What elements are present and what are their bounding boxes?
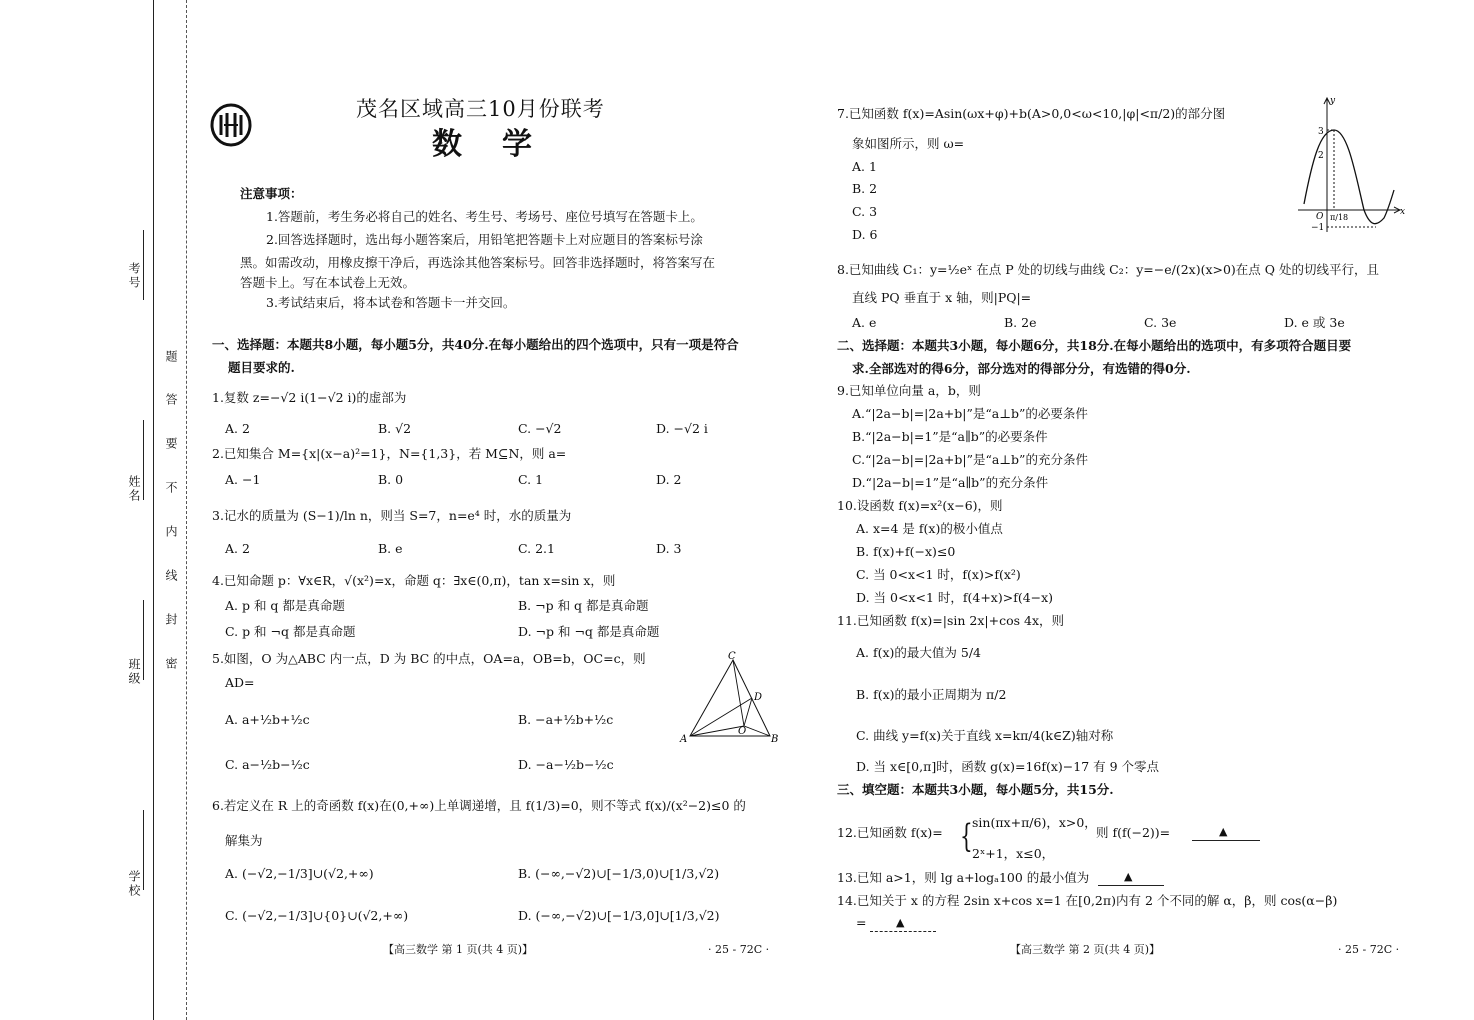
section-2-heading: 二、选择题：本题共3小题，每小题6分，共18分.在每小题给出的选项中，有多项符合题目要 bbox=[837, 338, 1352, 353]
q5-label-d: D bbox=[754, 692, 763, 703]
name-label: 姓名 bbox=[127, 475, 141, 503]
footer-page-2: 【高三数学 第 2 页(共 4 页)】 bbox=[1010, 943, 1161, 956]
q8-option-c: C. 3e bbox=[1144, 315, 1177, 330]
q3-option-d: D. 3 bbox=[656, 541, 682, 556]
q6-option-d: D. (−∞,−√2)∪[−1/3,0]∪[1/3,√2) bbox=[518, 908, 720, 923]
q10-option-c: C. 当 0<x<1 时，f(x)>f(x²) bbox=[856, 567, 1021, 582]
q9-option-d: D.“|2a−b|=1”是“a∥b”的充分条件 bbox=[852, 475, 1049, 490]
q11-option-d: D. 当 x∈[0,π]时，函数 g(x)=16f(x)−17 有 9 个零点 bbox=[856, 759, 1160, 774]
q11-option-c: C. 曲线 y=f(x)关于直线 x=kπ/4(k∈Z)轴对称 bbox=[856, 728, 1114, 743]
q4-stem: 4.已知命题 p：∀x∈R，√(x²)=x，命题 q：∃x∈(0,π)，tan x=sin x，则 bbox=[212, 573, 616, 588]
q8-option-d: D. e 或 3e bbox=[1284, 315, 1345, 330]
q12-answer-mark: ▲ bbox=[1219, 825, 1228, 838]
q10-option-d: D. 当 0<x<1 时，f(4+x)>f(4−x) bbox=[856, 590, 1054, 605]
seal-text-2: 答 bbox=[164, 393, 178, 407]
seal-text-5: 内 bbox=[164, 525, 178, 539]
q4-option-b: B. ¬p 和 q 都是真命题 bbox=[518, 598, 649, 613]
q6-option-a: A. (−√2,−1/3]∪(√2,+∞) bbox=[225, 866, 374, 881]
q7-origin-label: O bbox=[1316, 212, 1324, 222]
notice-line: 3.考试结束后，将本试卷和答题卡一并交回。 bbox=[266, 295, 516, 310]
q5-label-c: C bbox=[728, 651, 736, 662]
strip-line-left bbox=[153, 0, 154, 1020]
q2-option-d: D. 2 bbox=[656, 472, 682, 487]
class-label: 班级 bbox=[127, 658, 141, 686]
q7-x-label: x bbox=[1400, 207, 1406, 217]
q6-stem: 6.若定义在 R 上的奇函数 f(x)在(0,+∞)上单调递增，且 f(1/3)=0，则不等式 f(x)/(x²−2)≤0 的 bbox=[212, 798, 746, 813]
q5-option-c: C. a−½b−½c bbox=[225, 757, 310, 772]
notice-line: 答题卡上。写在本试卷上无效。 bbox=[240, 275, 416, 290]
section-1-heading-cont: 题目要求的. bbox=[228, 360, 295, 375]
q4-option-c: C. p 和 ¬q 都是真命题 bbox=[225, 624, 356, 639]
school-label: 学校 bbox=[127, 870, 141, 898]
q3-option-b: B. e bbox=[378, 541, 403, 556]
q5-option-a: A. a+½b+½c bbox=[225, 712, 310, 727]
q12-case-1: sin(πx+π/6)，x>0， bbox=[972, 815, 1097, 830]
q9-stem: 9.已知单位向量 a，b，则 bbox=[837, 383, 981, 398]
q3-stem: 3.记水的质量为 (S−1)/ln n，则当 S=7，n=e⁴ 时，水的质量为 bbox=[212, 508, 572, 523]
seal-text-8: 密 bbox=[164, 657, 178, 671]
q10-option-b: B. f(x)+f(−x)≤0 bbox=[856, 544, 956, 559]
q7-sine-graph bbox=[1290, 92, 1410, 237]
q8-stem: 8.已知曲线 C₁：y=½eˣ 在点 P 处的切线与曲线 C₂：y=−e/(2x)(x>0)在点 Q 处的切线平行，且 bbox=[837, 262, 1379, 277]
q7-option-c: C. 3 bbox=[852, 204, 878, 219]
footer-code-1: · 25 - 72C · bbox=[708, 943, 770, 956]
q13-stem: 13.已知 a>1，则 lg a+logₐ100 的最小值为 bbox=[837, 870, 1090, 885]
section-1-heading: 一、选择题：本题共8小题，每小题5分，共40分.在每小题给出的四个选项中，只有一项是符合 bbox=[212, 337, 739, 352]
q13-answer-blank[interactable] bbox=[1098, 885, 1164, 886]
section-3-heading: 三、填空题：本题共3小题，每小题5分，共15分. bbox=[837, 782, 1114, 797]
q6-stem-cont: 解集为 bbox=[225, 833, 263, 848]
q13-answer-mark: ▲ bbox=[1124, 870, 1133, 883]
q9-option-a: A.“|2a−b|=|2a+b|”是“a⊥b”的必要条件 bbox=[852, 406, 1088, 421]
section-2-heading-cont: 求.全部选对的得6分，部分选对的得部分分，有选错的得0分. bbox=[852, 361, 1191, 376]
q4-option-a: A. p 和 q 都是真命题 bbox=[225, 598, 345, 613]
q14-answer-mark: ▲ bbox=[896, 916, 905, 929]
q7-option-d: D. 6 bbox=[852, 227, 878, 242]
q9-option-b: B.“|2a−b|=1”是“a∥b”的必要条件 bbox=[852, 429, 1048, 444]
q7-option-a: A. 1 bbox=[852, 159, 877, 174]
seal-text-1: 题 bbox=[164, 350, 178, 364]
publisher-logo bbox=[210, 103, 252, 147]
exam-title: 茂名区域高三10月份联考 bbox=[356, 97, 605, 121]
q5-label-o: O bbox=[738, 726, 747, 737]
seal-text-7: 封 bbox=[164, 613, 178, 627]
exam-number-label: 考号 bbox=[127, 262, 141, 290]
q5-option-b: B. −a+½b+½c bbox=[518, 712, 614, 727]
q5-triangle-figure bbox=[678, 650, 788, 750]
q11-stem: 11.已知函数 f(x)=|sin 2x|+cos 4x，则 bbox=[837, 613, 1065, 628]
q5-stem-cont: AD= bbox=[225, 675, 255, 690]
q1-option-d: D. −√2 i bbox=[656, 421, 708, 436]
q4-option-d: D. ¬p 和 ¬q 都是真命题 bbox=[518, 624, 660, 639]
q2-option-b: B. 0 bbox=[378, 472, 404, 487]
q7-tick-3: 3 bbox=[1318, 127, 1324, 137]
q8-option-b: B. 2e bbox=[1004, 315, 1037, 330]
subject-title: 数学 bbox=[432, 127, 572, 162]
q10-stem: 10.设函数 f(x)=x²(x−6)，则 bbox=[837, 498, 1003, 513]
seal-line bbox=[186, 0, 187, 1020]
footer-code-2: · 25 - 72C · bbox=[1338, 943, 1400, 956]
q6-option-b: B. (−∞,−√2)∪[−1/3,0)∪[1/3,√2) bbox=[518, 866, 720, 881]
q5-label-a: A bbox=[680, 734, 688, 745]
q8-stem-cont: 直线 PQ 垂直于 x 轴，则|PQ|= bbox=[852, 290, 1032, 305]
q11-option-b: B. f(x)的最小正周期为 π/2 bbox=[856, 687, 1007, 702]
q2-option-c: C. 1 bbox=[518, 472, 544, 487]
q1-stem: 1.复数 z=−√2 i(1−√2 i)的虚部为 bbox=[212, 390, 407, 405]
q5-label-b: B bbox=[771, 734, 779, 745]
q10-option-a: A. x=4 是 f(x)的极小值点 bbox=[856, 521, 1003, 536]
q12-lead: 12.已知函数 f(x)= bbox=[837, 825, 943, 840]
notice-title: 注意事项： bbox=[240, 186, 303, 201]
q12-case-2: 2ˣ+1，x≤0， bbox=[972, 846, 1055, 861]
q14-stem: 14.已知关于 x 的方程 2sin x+cos x=1 在[0,2π)内有 2 个不同的解 α，β，则 cos(α−β) bbox=[837, 893, 1338, 908]
q14-stem-cont: = bbox=[856, 915, 867, 930]
seal-text-4: 不 bbox=[164, 481, 178, 495]
q6-option-c: C. (−√2,−1/3]∪{0}∪(√2,+∞) bbox=[225, 908, 409, 923]
school-underline bbox=[143, 810, 144, 890]
q2-option-a: A. −1 bbox=[225, 472, 261, 487]
footer-page-1: 【高三数学 第 1 页(共 4 页)】 bbox=[383, 943, 534, 956]
q3-option-c: C. 2.1 bbox=[518, 541, 555, 556]
q14-answer-blank[interactable] bbox=[870, 931, 936, 932]
q12-tail: 则 f(f(−2))= bbox=[1096, 825, 1171, 840]
q7-stem: 7.已知函数 f(x)=Asin(ωx+φ)+b(A>0,0<ω<10,|φ|<π/2)的部分图 bbox=[837, 106, 1226, 121]
q12-answer-blank[interactable] bbox=[1192, 840, 1260, 841]
q7-y-label: y bbox=[1330, 96, 1336, 106]
q12-brace: { bbox=[960, 816, 973, 856]
exam-number-underline bbox=[143, 230, 144, 300]
name-underline bbox=[143, 420, 144, 500]
q5-option-d: D. −a−½b−½c bbox=[518, 757, 614, 772]
q9-option-c: C.“|2a−b|=|2a+b|”是“a⊥b”的充分条件 bbox=[852, 452, 1088, 467]
notice-line: 黑。如需改动，用橡皮擦干净后，再选涂其他答案标号。回答非选择题时，将答案写在 bbox=[240, 255, 716, 270]
q1-option-b: B. √2 bbox=[378, 421, 412, 436]
notice-line: 2.回答选择题时，选出每小题答案后，用铅笔把答题卡上对应题目的答案标号涂 bbox=[266, 232, 703, 247]
q7-stem-cont: 象如图所示，则 ω= bbox=[852, 136, 965, 151]
q1-option-a: A. 2 bbox=[225, 421, 250, 436]
q7-tick-minus-1: −1 bbox=[1311, 223, 1325, 233]
seal-text-6: 线 bbox=[164, 569, 178, 583]
q2-stem: 2.已知集合 M={x|(x−a)²=1}，N={1,3}，若 M⊆N，则 a= bbox=[212, 446, 567, 461]
q7-xtick: π/18 bbox=[1330, 213, 1349, 222]
q1-option-c: C. −√2 bbox=[518, 421, 562, 436]
q7-option-b: B. 2 bbox=[852, 181, 878, 196]
q11-option-a: A. f(x)的最大值为 5/4 bbox=[856, 645, 981, 660]
class-underline bbox=[143, 600, 144, 680]
q7-tick-2: 2 bbox=[1318, 151, 1324, 161]
q8-option-a: A. e bbox=[852, 315, 877, 330]
q3-option-a: A. 2 bbox=[225, 541, 250, 556]
seal-text-3: 要 bbox=[164, 437, 178, 451]
notice-line: 1.答题前，考生务必将自己的姓名、考生号、考场号、座位号填写在答题卡上。 bbox=[266, 209, 703, 224]
q5-stem: 5.如图，O 为△ABC 内一点，D 为 BC 的中点，OA=a，OB=b，OC=c，则 bbox=[212, 651, 646, 666]
